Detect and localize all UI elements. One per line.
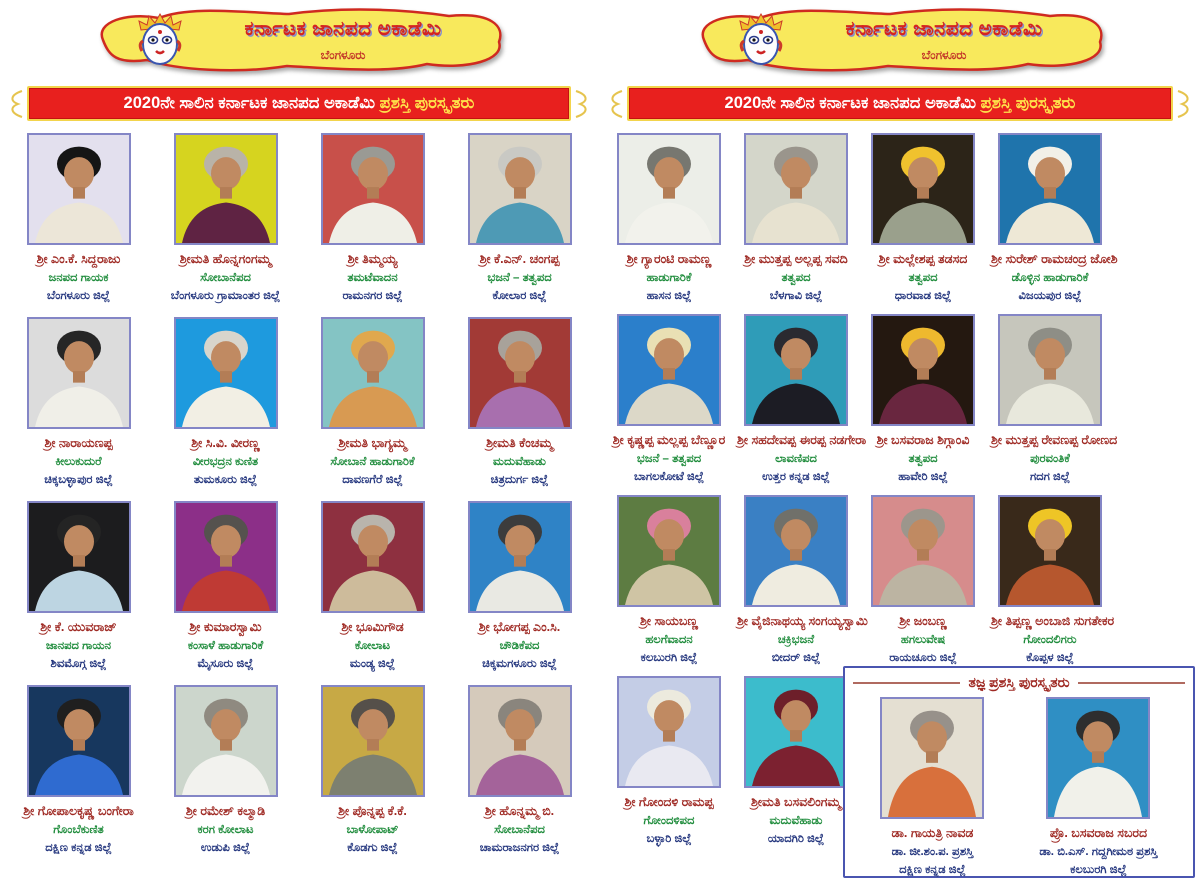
awardee-name: ಶ್ರೀ ಗೋಪಾಲಕೃಷ್ಣ ಬಂಗೇರಾ [23, 804, 134, 818]
awardee-name: ಶ್ರೀ ಸಾಯಬಣ್ಣ [640, 614, 698, 628]
awardee-district: ಹಾಸನ ಜಿಲ್ಲೆ [646, 290, 692, 302]
awardee-photo [998, 314, 1102, 426]
awardee-district: ಯಾದಗಿರಿ ಜಿಲ್ಲೆ [767, 833, 825, 845]
awardee-occupation: ಸೋಬಾನೆಪದ [200, 272, 251, 284]
awardee-district: ಬೀದರ್ ಜಿಲ್ಲೆ [771, 652, 821, 664]
awardee-card [737, 495, 868, 676]
banner-ornament-right-icon [1176, 89, 1192, 119]
awardee-card [157, 501, 295, 685]
awardee-occupation: ಕಂಸಾಳೆ ಹಾಡುಗಾರಿಕೆ [187, 640, 264, 652]
awardee-name: ಶ್ರೀ ಬಸವರಾಜ ಶಿಗ್ಗಾಂವಿ [876, 433, 970, 447]
awardee-name: ಶ್ರೀ ಕೆ.ಎನ್. ಚಂಗಪ್ಪ [479, 252, 560, 266]
awardee-district: ದಾವಣಗೆರೆ ಜಿಲ್ಲೆ [342, 474, 403, 486]
awardee-district: ಧಾರವಾಡ ಜಿಲ್ಲೆ [894, 290, 952, 302]
awardee-district: ಉಡುಪಿ ಜಿಲ್ಲೆ [200, 842, 251, 854]
awardee-name: ಶ್ರೀ ಗ್ಯಾರಂಟಿ ರಾಮಣ್ಣ [626, 252, 712, 266]
awardee-photo [871, 314, 975, 426]
awardee-name: ಶ್ರೀಮತಿ ಹೊನ್ನಗಂಗಮ್ಮ [179, 252, 272, 266]
awardee-card [610, 676, 728, 857]
awardee-photo [617, 314, 721, 426]
awardee-occupation: ತತ್ವಪದ [781, 272, 811, 284]
awardee-photo [468, 501, 572, 613]
banner-highlight-text: ಪ್ರಶಸ್ತಿ ಪುರಸ್ಕೃತರು [980, 94, 1076, 112]
awardee-photo [27, 133, 131, 245]
title-rule-left [853, 682, 960, 684]
awardee-card [1039, 697, 1157, 878]
awardee-photo [871, 495, 975, 607]
awardee-occupation: ಜಾನಪದ ಗಾಯನ [45, 640, 112, 652]
awardee-occupation: ಲಾವಣಿಪದ [775, 453, 817, 465]
awardee-card [304, 133, 442, 317]
awardee-photo [617, 676, 721, 788]
awardee-name: ಶ್ರೀ ಕೆ. ಯುವರಾಜ್ [40, 620, 117, 634]
awardee-photo [998, 133, 1102, 245]
awardee-occupation: ಕೀಲುಕುದುರೆ [55, 456, 102, 468]
awardee-name: ಶ್ರೀ ರಮೇಶ್ ಕಲ್ಮಾಡಿ [185, 804, 266, 818]
awardee-name: ಶ್ರೀ ಜಂಬಣ್ಣ [899, 614, 947, 628]
awardee-card [157, 685, 295, 869]
awardee-name: ಶ್ರೀ ಭೋಗಪ್ಪ ಎಂ.ಸಿ. [478, 620, 561, 634]
awardee-district: ಕೋಲಾರ ಜಿಲ್ಲೆ [492, 290, 547, 302]
awardee-photo [744, 314, 848, 426]
awardee-district: ಮಂಡ್ಯ ಜಿಲ್ಲೆ [349, 658, 396, 670]
awardee-photo [468, 133, 572, 245]
awardee-occupation: ಸೋಬಾನೆ ಹಾಡುಗಾರಿಕೆ [330, 456, 415, 468]
awardee-district: ತುಮಕೂರು ಜಿಲ್ಲೆ [193, 474, 258, 486]
awardee-card [304, 501, 442, 685]
right-award-banner-row [608, 86, 1192, 121]
awardee-name: ಶ್ರೀ ತಿಪ್ಪಣ್ಣ ಅಂಬಾಜಿ ಸುಗತೇಕರ [991, 614, 1115, 628]
awardee-occupation: ಜನಪದ ಗಾಯಕ [48, 272, 109, 284]
awardee-occupation: ಹಗಲುವೇಷ [900, 634, 946, 646]
awardee-card [610, 495, 728, 676]
awardee-occupation: ಕರಗ ಕೋಲಾಟ [197, 824, 254, 836]
awardee-occupation: ಗೋಂದಳಿಪದ [643, 815, 695, 827]
banner-year-text: 2020ನೇ ಸಾಲಿನ ಕರ್ನಾಟಕ ಜಾನಪದ ಅಕಾಡೆಮಿ [724, 94, 977, 112]
awardee-occupation: ಚಕ್ರಿಭಜನೆ [777, 634, 815, 646]
awardee-district: ಕೊಪ್ಪಳ ಜಿಲ್ಲೆ [1026, 652, 1074, 664]
awardee-photo [744, 133, 848, 245]
awardee-card [610, 314, 728, 495]
awardee-photo [744, 495, 848, 607]
awardee-photo [468, 685, 572, 797]
banner-highlight-text: ಪ್ರಶಸ್ತಿ ಪುರಸ್ಕೃತರು [379, 94, 475, 112]
award-banner [627, 86, 1173, 121]
awardee-card [864, 133, 982, 314]
awardee-occupation: ಗೊಂಬೆಕುಣಿತ [53, 824, 104, 836]
awardee-occupation: ಮದುವೆಹಾಡು [493, 456, 546, 468]
awardee-name: ಶ್ರೀ ತಿಮ್ಮಯ್ಯ [347, 252, 398, 266]
awardee-occupation: ಮದುವೆಹಾಡು [769, 815, 823, 827]
expert-box-title-row [853, 674, 1185, 691]
awardee-photo [174, 317, 278, 429]
awardee-card [304, 317, 442, 501]
awardee-occupation: ಗೋಂದಲಿಗರು [1023, 634, 1077, 646]
expert-box-title: ತಜ್ಞ ಪ್ರಶಸ್ತಿ ಪುರಸ್ಕೃತರು [968, 674, 1070, 690]
expert-awardees-row [853, 697, 1185, 878]
awardee-card [157, 317, 295, 501]
awardee-name: ಶ್ರೀ ಭೂಮಿಗೌಡ [341, 620, 404, 634]
awardee-card [737, 314, 867, 495]
awardee-photo [321, 133, 425, 245]
awardee-photo [321, 685, 425, 797]
awardee-photo [27, 501, 131, 613]
awardee-card [10, 317, 148, 501]
awardee-name: ಶ್ರೀಮತಿ ಬಸವಲಿಂಗಮ್ಮ [751, 795, 841, 809]
expert-award-box [843, 666, 1195, 878]
awardee-district: ಕಲಬುರಗಿ ಜಿಲ್ಲೆ [1070, 864, 1127, 876]
banner-ornament-right-icon [574, 89, 590, 119]
awardee-occupation: ತತ್ವಪದ [908, 453, 938, 465]
award-banner [27, 86, 571, 121]
awardee-name: ಶ್ರೀ ಸಹದೇವಪ್ಪ ಈರಪ್ಪ ನಡಗೇರಾ [737, 433, 867, 447]
academy-name: ಕರ್ನಾಟಕ ಜಾನಪದ ಅಕಾಡೆಮಿ [845, 18, 1043, 40]
banner-ornament-left-icon [608, 89, 624, 119]
banner-year-text: 2020ನೇ ಸಾಲಿನ ಕರ್ನಾಟಕ ಜಾನಪದ ಅಕಾಡೆಮಿ [123, 94, 376, 112]
awardee-card [991, 133, 1118, 314]
academy-name: ಕರ್ನಾಟಕ ಜಾನಪದ ಅಕಾಡೆಮಿ [244, 18, 442, 40]
awardee-card [864, 314, 982, 495]
awardee-card [10, 133, 148, 317]
awardee-district: ಕೊಡಗು ಜಿಲ್ಲೆ [347, 842, 398, 854]
awardee-name: ಪ್ರೊ. ಬಸವರಾಜ ಸಬರದ [1049, 826, 1148, 840]
awardee-photo [1046, 697, 1150, 819]
awardee-occupation: ಬಾಳೋಪಾಟ್ [346, 824, 399, 836]
awardee-card [737, 133, 855, 314]
awardee-district: ಉತ್ತರ ಕನ್ನಡ ಜಿಲ್ಲೆ [762, 471, 830, 483]
awardee-district: ಬಾಗಲಕೋಟೆ ಜಿಲ್ಲೆ [633, 471, 705, 483]
awardee-district: ಚಿತ್ರದುರ್ಗ ಜಿಲ್ಲೆ [490, 474, 549, 486]
awardee-photo [174, 685, 278, 797]
awardee-name: ಶ್ರೀಮತಿ ಭಾಗ್ಯಮ್ಮ [338, 436, 407, 450]
awardee-card [10, 685, 148, 869]
awardee-occupation: ಸೋಬಾನೆಪದ [494, 824, 545, 836]
awardee-name: ಶ್ರೀ ಮಲ್ಲೇಶಪ್ಪ ತಡಸದ [878, 252, 968, 266]
awardee-photo [744, 676, 848, 788]
awardee-card [880, 697, 984, 878]
awardee-photo [27, 317, 131, 429]
awardee-district: ದಕ್ಷಿಣ ಕನ್ನಡ ಜಿಲ್ಲೆ [899, 864, 966, 876]
awardee-card [451, 685, 589, 869]
academy-logo [89, 4, 509, 76]
title-rule-right [1078, 682, 1185, 684]
awardee-name: ಶ್ರೀ ಸುರೇಶ್ ರಾಮಚಂದ್ರ ಜೋಶಿ [991, 252, 1118, 266]
left-page-header [0, 4, 598, 78]
awardee-card [737, 676, 855, 857]
awardee-card [451, 501, 589, 685]
awardee-photo [880, 697, 984, 819]
awardee-occupation: ಕೋಲಾಟ [354, 640, 391, 652]
awardee-district: ಶಿವಮೊಗ್ಗ ಜಿಲ್ಲೆ [50, 658, 107, 670]
awardee-name: ಶ್ರೀ ಕುಮಾರಸ್ವಾಮಿ [189, 620, 262, 634]
awardee-occupation: ಚೌಡಿಕೆಪದ [499, 640, 540, 652]
awardee-district: ಚಿಕ್ಕಬಳ್ಳಾಪುರ ಜಿಲ್ಲೆ [44, 474, 113, 486]
awardee-district: ಬೆಂಗಳೂರು ಗ್ರಾಮಾಂತರ ಜಿಲ್ಲೆ [170, 290, 281, 302]
awardee-name: ಡಾ. ಗಾಯತ್ರಿ ನಾವಡ [891, 826, 974, 840]
awardee-occupation: ತಮಟೆವಾದನ [347, 272, 398, 284]
awardee-district: ಮೈಸೂರು ಜಿಲ್ಲೆ [197, 658, 254, 670]
awardee-occupation: ಡೊಳ್ಳಿನ ಹಾಡುಗಾರಿಕೆ [1011, 272, 1089, 284]
awardee-photo [468, 317, 572, 429]
awardee-occupation: ಹಲಗೆವಾದನ [645, 634, 693, 646]
academy-logo-face-icon [732, 11, 790, 69]
awardee-district: ಬಳ್ಳಾರಿ ಜಿಲ್ಲೆ [646, 833, 692, 845]
left-awardees-grid [0, 133, 598, 869]
awardee-photo [617, 495, 721, 607]
awardee-name: ಶ್ರೀ ಎಂ.ಕೆ. ಸಿದ್ದರಾಜು [36, 252, 121, 266]
awardee-district: ರಾಮನಗರ ಜಿಲ್ಲೆ [342, 290, 403, 302]
right-page [600, 0, 1200, 883]
awardee-district: ಬೆಂಗಳೂರು ಜಿಲ್ಲೆ [46, 290, 111, 302]
awardee-photo [321, 501, 425, 613]
awardee-award: ಡಾ. ಬಿ.ಎಸ್. ಗದ್ದಗೀಮಠ ಪ್ರಶಸ್ತಿ [1039, 846, 1158, 858]
awardee-district: ಬೆಳಗಾವಿ ಜಿಲ್ಲೆ [769, 290, 823, 302]
awardee-district: ದಕ್ಷಿಣ ಕನ್ನಡ ಜಿಲ್ಲೆ [45, 842, 112, 854]
awardee-district: ಚಿಕ್ಕಮಗಳೂರು ಜಿಲ್ಲೆ [482, 658, 557, 670]
awardee-name: ಶ್ರೀ ಮುತ್ತಪ್ಪ ಅಲ್ಲಪ್ಪ ಸವದಿ [744, 252, 848, 266]
awardee-district: ವಿಜಯಪುರ ಜಿಲ್ಲೆ [1018, 290, 1082, 302]
awardee-occupation: ವೀರಭದ್ರನ ಕುಣಿತ [192, 456, 259, 468]
awardee-occupation: ಹಾಡುಗಾರಿಕೆ [646, 272, 692, 284]
awardee-photo [174, 133, 278, 245]
awardee-district: ಕಲಬುರಗಿ ಜಿಲ್ಲೆ [640, 652, 698, 664]
academy-logo-face-icon [131, 11, 189, 69]
awardee-occupation: ಭಜನೆ – ತತ್ವಪದ [487, 272, 552, 284]
awardee-award: ಡಾ. ಜೀ.ಶಂ.ಪ. ಪ್ರಶಸ್ತಿ [891, 846, 974, 858]
awardee-name: ಶ್ರೀ ಹೊನ್ನಮ್ಮ ಬಿ. [484, 804, 555, 818]
awardee-card [991, 495, 1115, 676]
awardee-name: ಶ್ರೀ ಕೃಷ್ಣಪ್ಪ ಮಲ್ಲಪ್ಪ ಬೆಣ್ಣೂರ [612, 433, 726, 447]
awardee-photo [174, 501, 278, 613]
awardee-photo [617, 133, 721, 245]
awardee-card [991, 314, 1118, 495]
left-award-banner-row [8, 86, 590, 121]
awardee-occupation: ಪುರವಂತಿಕೆ [1030, 453, 1070, 465]
awardee-district: ಚಾಮರಾಜನಗರ ಜಿಲ್ಲೆ [479, 842, 560, 854]
awardee-card [304, 685, 442, 869]
awardee-photo [27, 685, 131, 797]
awardee-name: ಶ್ರೀ ಗೋಂದಳಿ ರಾಮಪ್ಪ [624, 795, 714, 809]
academy-logo [690, 4, 1110, 76]
awardee-card [157, 133, 295, 317]
right-page-header [600, 4, 1200, 78]
awardee-name: ಶ್ರೀ ಪೊನ್ನಪ್ಪ ಕೆ.ಕೆ. [338, 804, 407, 818]
awardee-district: ಗದಗ ಜಿಲ್ಲೆ [1029, 471, 1071, 483]
awardee-district: ಹಾವೇರಿ ಜಿಲ್ಲೆ [898, 471, 948, 483]
awardee-card [864, 495, 982, 676]
academy-city: ಬೆಂಗಳೂರು [320, 48, 366, 62]
awardee-photo [871, 133, 975, 245]
awardee-name: ಶ್ರೀ ಸಿ.ವಿ. ವೀರಣ್ಣ [191, 436, 260, 450]
awardee-name: ಶ್ರೀಮತಿ ಕೆಂಚಮ್ಮ [486, 436, 553, 450]
left-page [0, 0, 598, 883]
awardee-card [10, 501, 148, 685]
awardee-name: ಶ್ರೀ ನಾರಾಯಣಪ್ಪ [44, 436, 113, 450]
awardee-card [451, 317, 589, 501]
awardee-card [451, 133, 589, 317]
awardee-photo [998, 495, 1102, 607]
awardee-occupation: ತತ್ವಪದ [908, 272, 938, 284]
banner-ornament-left-icon [8, 89, 24, 119]
awardee-name: ಶ್ರೀ ವೈಜಿನಾಥಯ್ಯ ಸಂಗಯ್ಯಸ್ವಾಮಿ [737, 614, 868, 628]
awardee-card [610, 133, 728, 314]
awardee-occupation: ಭಜನೆ – ತತ್ವಪದ [636, 453, 702, 465]
awardee-name: ಶ್ರೀ ಮುತ್ತಪ್ಪ ರೇವಣಪ್ಪ ರೋಣದ [991, 433, 1118, 447]
awardee-photo [321, 317, 425, 429]
academy-city: ಬೆಂಗಳೂರು [921, 48, 967, 62]
awardee-district: ರಾಯಚೂರು ಜಿಲ್ಲೆ [889, 652, 957, 664]
